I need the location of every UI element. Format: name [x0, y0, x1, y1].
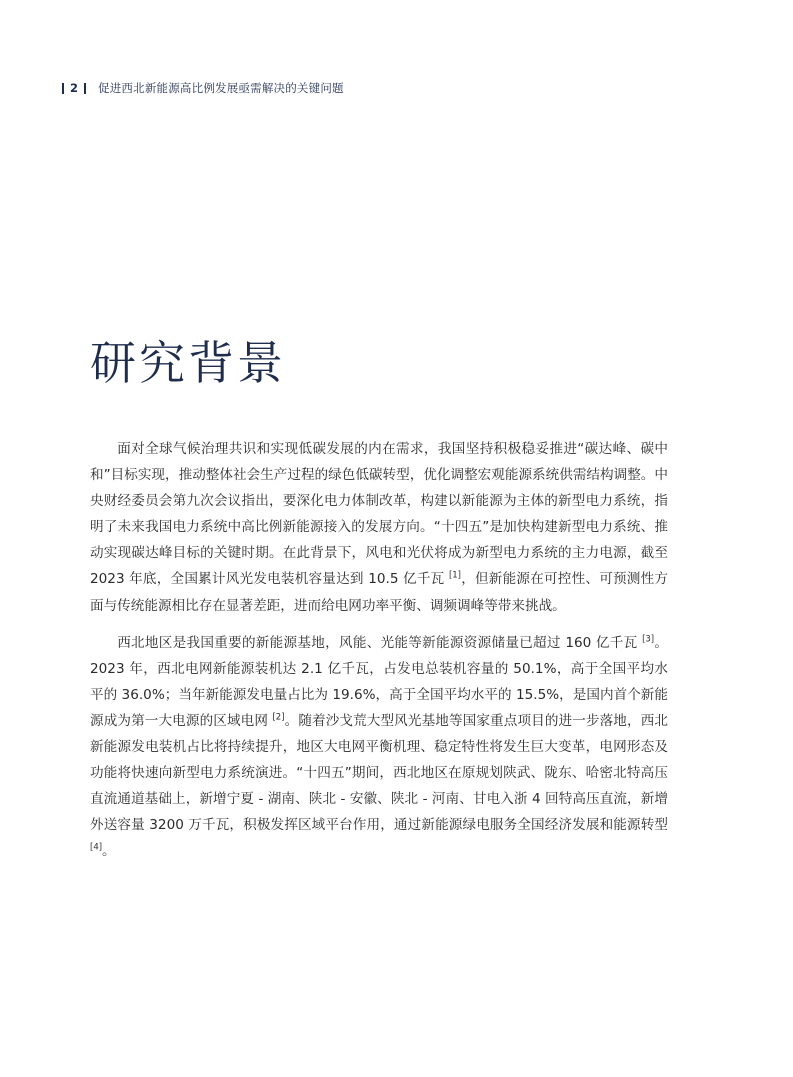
citation-marker: [4] [90, 842, 103, 853]
body-text [90, 436, 668, 865]
section-title: 研究背景 [90, 336, 286, 390]
divider-bar-left [62, 83, 64, 94]
running-title: 促进西北新能源高比例发展亟需解决的关键问题 [98, 81, 344, 95]
citation-marker: [3] [642, 634, 655, 645]
paragraph-text: 西北地区是我国重要的新能源基地，风能、光能等新能源资源储量已超过 160 亿千瓦 [117, 634, 643, 651]
paragraph-text: 。随着沙戈荒大型风光基地等国家重点项目的进一步落地，西北新能源发电装机占比将持续提升，地区大电网平衡机理、稳定特性将发生巨大变革，电网形态及功能将快速向新型电力系统演进。“十四五”期间，西北地区在原规划陕武、陇东、哈密北特高压直流通道基础上，新增宁夏 - 湖南、陕北 - 安徽、陕北 - 河南、甘电入浙 4 回特高压直流，新增外送容量 3200 万千瓦，积极发挥区域平台作用，通过新能源绿电服务全国经济发展和能源转型 [90, 712, 668, 834]
citation-marker: [1] [448, 570, 461, 581]
divider-bar-right [84, 83, 86, 94]
page-number-marker [62, 81, 86, 95]
citation-marker: [2] [272, 712, 285, 723]
paragraph-1 [90, 436, 668, 619]
paragraph-text: ，但新能源在可控性、可预测性方面与传统能源相比存在显著差距，进而给电网功率平衡、调频调峰等带来挑战。 [90, 571, 668, 614]
running-header [62, 80, 344, 96]
paragraph-2 [90, 630, 668, 865]
paragraph-text: 面对全球气候治理共识和实现低碳发展的内在需求，我国坚持积极稳妥推进“碳达峰、碳中和”目标实现，推动整体社会生产过程的绿色低碳转型，优化调整宏观能源系统供需结构调整。中央财经委员会第九次会议指出，要深化电力体制改革，构建以新能源为主体的新型电力系统，指明了未来我国电力系统中高比例新能源接入的发展方向。“十四五”是加快构建新型电力系统、推动实现碳达峰目标的关键时期。在此背景下，风电和光伏将成为新型电力系统的主力电源，截至 2023 年底，全国累计风光发电装机容量达到 10.5 亿千瓦 [90, 441, 668, 588]
page-number: 2 [70, 81, 79, 95]
paragraph-text: 。 [102, 843, 116, 860]
paragraph-text: 。2023 年，西北电网新能源装机达 2.1 亿千瓦，占发电总装机容量的 50.1%，高于全国平均水平的 36.0%；当年新能源发电量占比为 19.6%，高于全国平均水平的 15.5%，是国内首个新能源成为第一大电源的区域电网 [90, 634, 668, 729]
